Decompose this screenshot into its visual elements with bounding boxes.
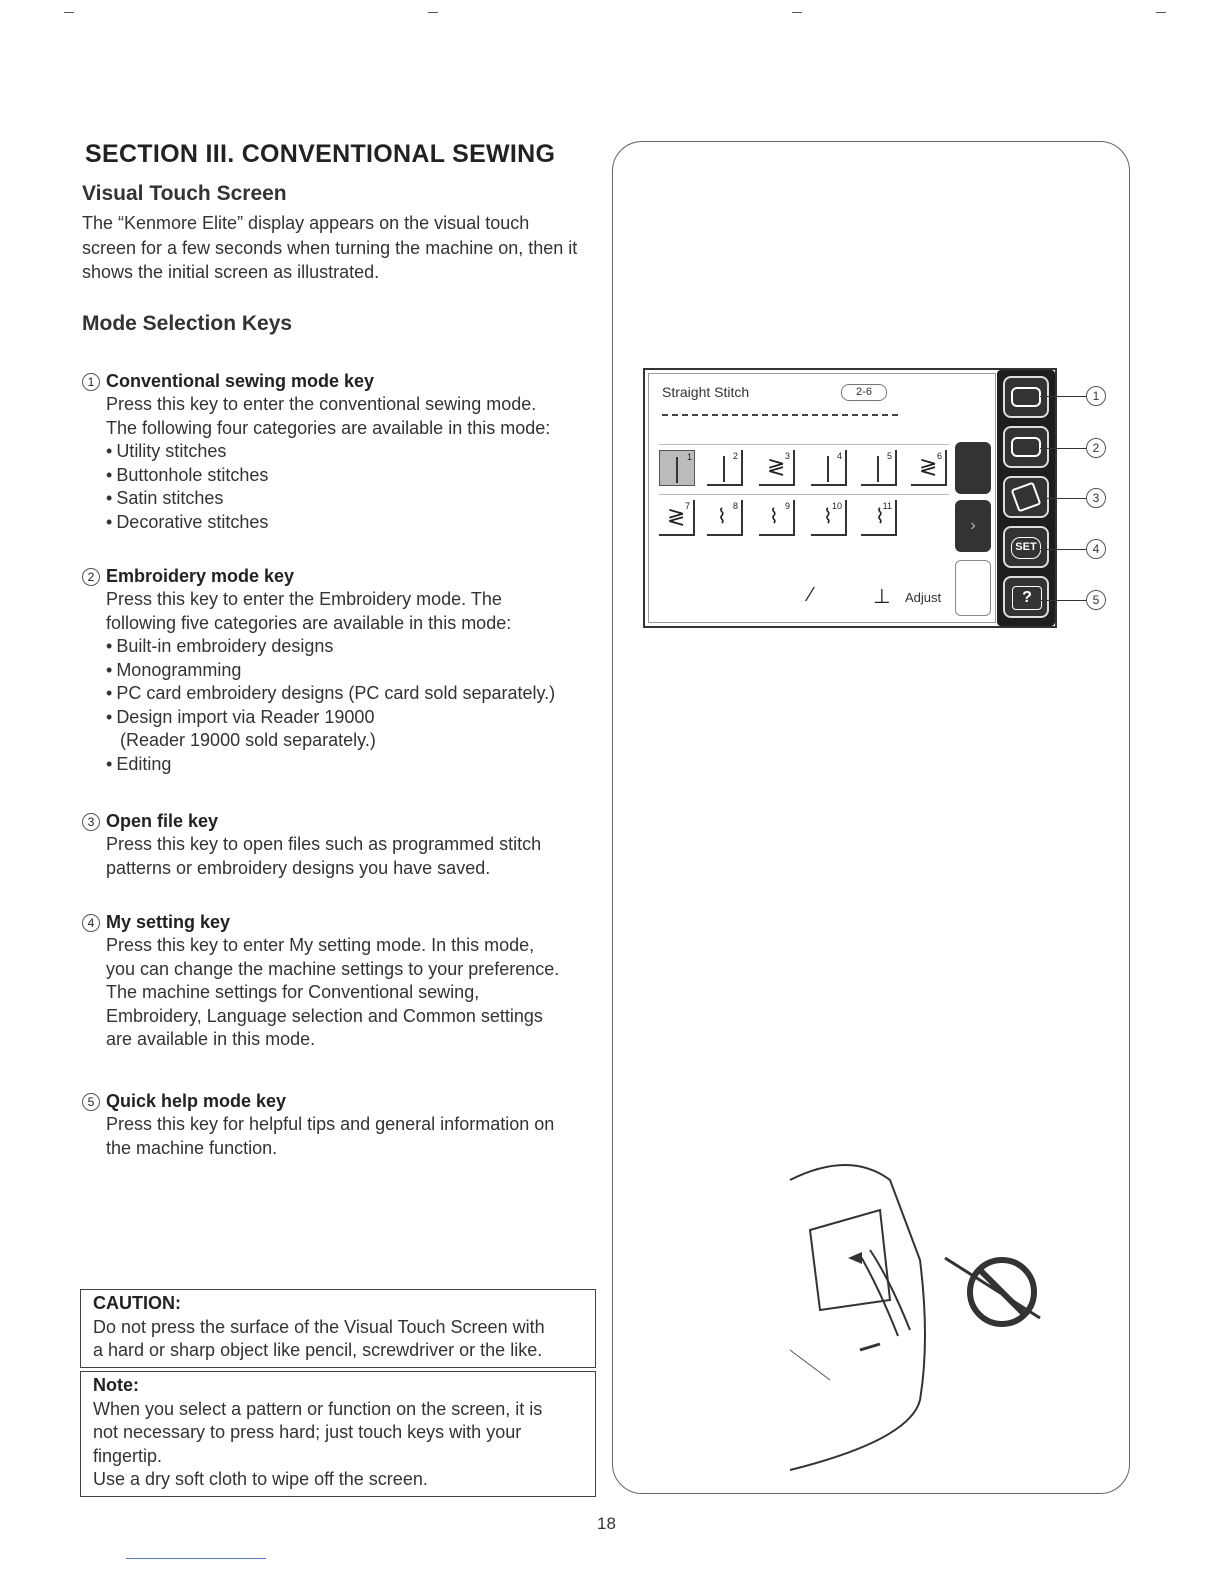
crop-mark xyxy=(792,12,802,13)
adjust-button[interactable]: Adjust xyxy=(905,590,942,605)
sewing-machine-icon xyxy=(1011,387,1041,407)
key-section-quick-help xyxy=(82,1089,612,1160)
key-description xyxy=(106,588,612,776)
list-item: • Satin stitches xyxy=(106,487,612,511)
note-line: When you select a pattern or function on the screen, it is xyxy=(93,1398,543,1419)
key-title: Conventional sewing mode key xyxy=(106,371,375,391)
category-list xyxy=(106,635,612,776)
key-section-my-setting xyxy=(82,910,612,1052)
list-item: • Buttonhole stitches xyxy=(106,464,612,488)
crop-mark xyxy=(1156,12,1166,13)
stitch-number: 10 xyxy=(831,501,842,511)
note-line: Use a dry soft cloth to wipe off the screen. xyxy=(93,1469,428,1489)
stitch-button[interactable] xyxy=(861,450,897,486)
list-item: • PC card embroidery designs (PC card sold separately.) xyxy=(106,682,612,706)
callout-line xyxy=(1040,600,1086,601)
key-heading xyxy=(82,910,612,934)
key-description xyxy=(106,393,612,534)
blind-hem-stitch-icon: ⌇ xyxy=(769,506,779,528)
page-number: 18 xyxy=(597,1514,616,1533)
key-description xyxy=(106,1113,612,1160)
zigzag-stitch-icon: ≷ xyxy=(667,504,686,529)
list-item-continuation: (Reader 19000 sold separately.) xyxy=(120,730,376,750)
embroidery-key[interactable] xyxy=(1003,426,1049,468)
feather-stitch-icon: ⌇ xyxy=(823,506,833,528)
note-line: fingertip. xyxy=(93,1445,163,1466)
key-section-embroidery xyxy=(82,564,612,776)
help-label: ? xyxy=(1012,586,1042,610)
stitch-number: 2 xyxy=(732,451,738,461)
key-description xyxy=(106,934,612,1052)
list-item: • Built-in embroidery designs xyxy=(106,635,612,659)
pattern-list-button[interactable] xyxy=(955,442,991,494)
note-line: not necessary to press hard; just touch keys with your xyxy=(93,1422,522,1442)
stitch-preview-line xyxy=(662,414,898,416)
circled-number: 5 xyxy=(82,1093,100,1111)
key-title: Embroidery mode key xyxy=(106,566,295,586)
blind-hem-stitch-icon: ⌇ xyxy=(717,506,727,528)
folder-icon xyxy=(1011,482,1042,513)
key-title: My setting key xyxy=(106,912,231,932)
callout-number: 4 xyxy=(1086,539,1106,559)
callout-number: 5 xyxy=(1086,590,1106,610)
description-line: patterns or embroidery designs you have saved. xyxy=(106,857,491,878)
conventional-sewing-key[interactable] xyxy=(1003,376,1049,418)
description-line: Press this key to open files such as programmed stitch xyxy=(106,834,542,854)
my-setting-key[interactable] xyxy=(1003,526,1049,568)
description-line: Press this key to enter the conventional sewing mode. xyxy=(106,394,537,414)
callout-line xyxy=(1040,549,1086,550)
caution-line: Do not press the surface of the Visual Touch Screen with xyxy=(93,1316,545,1337)
key-title: Quick help mode key xyxy=(106,1091,287,1111)
visual-touch-intro: The “Kenmore Elite” display appears on the visual touch screen for a few seconds when turning the machine on, then it shows the initial screen as illustrated. xyxy=(82,213,578,282)
crop-mark xyxy=(64,12,74,13)
set-label: SET xyxy=(1011,537,1041,559)
description-line: you can change the machine settings to your preference. xyxy=(106,958,560,979)
presser-foot-icon[interactable]: ⊥ xyxy=(873,586,891,608)
stitch-button-selected[interactable] xyxy=(659,450,695,486)
stitch-button[interactable] xyxy=(707,500,743,536)
zigzag-stitch-icon: ≷ xyxy=(919,454,938,479)
visual-touch-heading: Visual Touch Screen xyxy=(82,182,287,205)
list-item: • Utility stitches xyxy=(106,440,612,464)
key-heading xyxy=(82,564,612,588)
overcast-stitch-icon: ⌇ xyxy=(875,506,885,528)
caution-line: a hard or sharp object like pencil, screwdriver or the like. xyxy=(93,1340,543,1360)
key-heading xyxy=(82,369,612,393)
next-page-icon[interactable]: › xyxy=(955,500,991,552)
key-section-conventional xyxy=(82,369,612,534)
callout-number: 1 xyxy=(1086,386,1106,406)
stitch-length-icon[interactable]: ⁄ xyxy=(809,584,813,606)
machine-touch-illustration xyxy=(770,1140,1070,1480)
arrow-icon xyxy=(848,1252,862,1264)
stitch-row xyxy=(659,444,949,490)
stitch-number: 7 xyxy=(684,501,690,511)
description-line: following five categories are available in this mode: xyxy=(106,612,512,633)
stitch-number: 6 xyxy=(936,451,942,461)
stitch-button[interactable] xyxy=(659,500,695,536)
description-line: the machine function. xyxy=(106,1137,278,1158)
caution-box xyxy=(80,1289,596,1368)
embroidery-machine-icon xyxy=(1011,437,1041,457)
prohibited-slash xyxy=(980,1270,1024,1314)
stitch-number: 4 xyxy=(836,451,842,461)
callout-number: 2 xyxy=(1086,438,1106,458)
zigzag-stitch-icon: ≷ xyxy=(767,454,786,479)
description-line: are available in this mode. xyxy=(106,1029,316,1049)
triple-stitch-icon xyxy=(877,456,879,482)
stitch-button[interactable] xyxy=(707,450,743,486)
mode-badge: 2-6 xyxy=(841,384,887,401)
list-item: • Decorative stitches xyxy=(106,511,612,535)
key-heading xyxy=(82,1089,612,1113)
straight-stitch-icon xyxy=(723,456,725,482)
stitch-button[interactable] xyxy=(811,500,847,536)
stretch-stitch-icon xyxy=(827,456,829,482)
key-section-open-file xyxy=(82,809,612,880)
description-line: Press this key to enter the Embroidery mode. The xyxy=(106,589,502,609)
machine-logo-mark xyxy=(860,1344,880,1350)
quick-help-key[interactable] xyxy=(1003,576,1049,618)
straight-stitch-icon xyxy=(676,457,678,483)
stitch-button[interactable] xyxy=(861,500,897,536)
finger-outline xyxy=(860,1255,898,1336)
mode-selection-heading: Mode Selection Keys xyxy=(82,312,293,335)
machine-screen-icon xyxy=(810,1210,890,1310)
stitch-number: 1 xyxy=(686,452,692,462)
callout-line xyxy=(1040,498,1086,499)
screen-title: Straight Stitch xyxy=(662,384,750,400)
description-line: Embroidery, Language selection and Common settings xyxy=(106,1005,543,1026)
note-title: Note: xyxy=(93,1375,139,1395)
stitch-number: 11 xyxy=(882,501,892,511)
stitch-button[interactable] xyxy=(911,450,947,486)
key-title: Open file key xyxy=(106,811,219,831)
description-line: Press this key to enter My setting mode. In this mode, xyxy=(106,935,535,955)
stitch-row xyxy=(659,494,949,540)
circled-number: 3 xyxy=(82,813,100,831)
callout-line xyxy=(1040,448,1086,449)
callout-number: 3 xyxy=(1086,488,1106,508)
machine-detail-line xyxy=(790,1350,830,1380)
stitch-button[interactable] xyxy=(759,450,795,486)
stitch-number: 9 xyxy=(784,501,790,511)
touch-screen-illustration xyxy=(643,368,1057,628)
circled-number: 1 xyxy=(82,373,100,391)
list-item: • Editing xyxy=(106,753,612,777)
list-item: • Design import via Reader 19000 xyxy=(106,706,612,730)
key-description xyxy=(106,833,612,880)
list-item: • Monogramming xyxy=(106,659,612,683)
stitch-number: 8 xyxy=(732,501,738,511)
callout-line xyxy=(1040,396,1086,397)
category-list xyxy=(106,440,612,534)
screen-display xyxy=(648,373,996,623)
section-title: SECTION III. CONVENTIONAL SEWING xyxy=(85,140,556,168)
open-file-key[interactable] xyxy=(1003,476,1049,518)
key-heading xyxy=(82,809,612,833)
description-line: The machine settings for Conventional sewing, xyxy=(106,982,480,1002)
circled-number: 2 xyxy=(82,568,100,586)
stitch-number: 3 xyxy=(784,451,790,461)
note-box xyxy=(80,1371,596,1497)
description-line: Press this key for helpful tips and general information on xyxy=(106,1114,555,1134)
caution-title: CAUTION: xyxy=(93,1293,181,1313)
thread-cutter-button[interactable] xyxy=(955,560,991,616)
stitch-button[interactable] xyxy=(759,500,795,536)
stitch-button[interactable] xyxy=(811,450,847,486)
description-line: The following four categories are available in this mode: xyxy=(106,417,551,438)
footer-rule xyxy=(126,1558,266,1559)
stitch-number: 5 xyxy=(886,451,892,461)
crop-mark xyxy=(428,12,438,13)
circled-number: 4 xyxy=(82,914,100,932)
